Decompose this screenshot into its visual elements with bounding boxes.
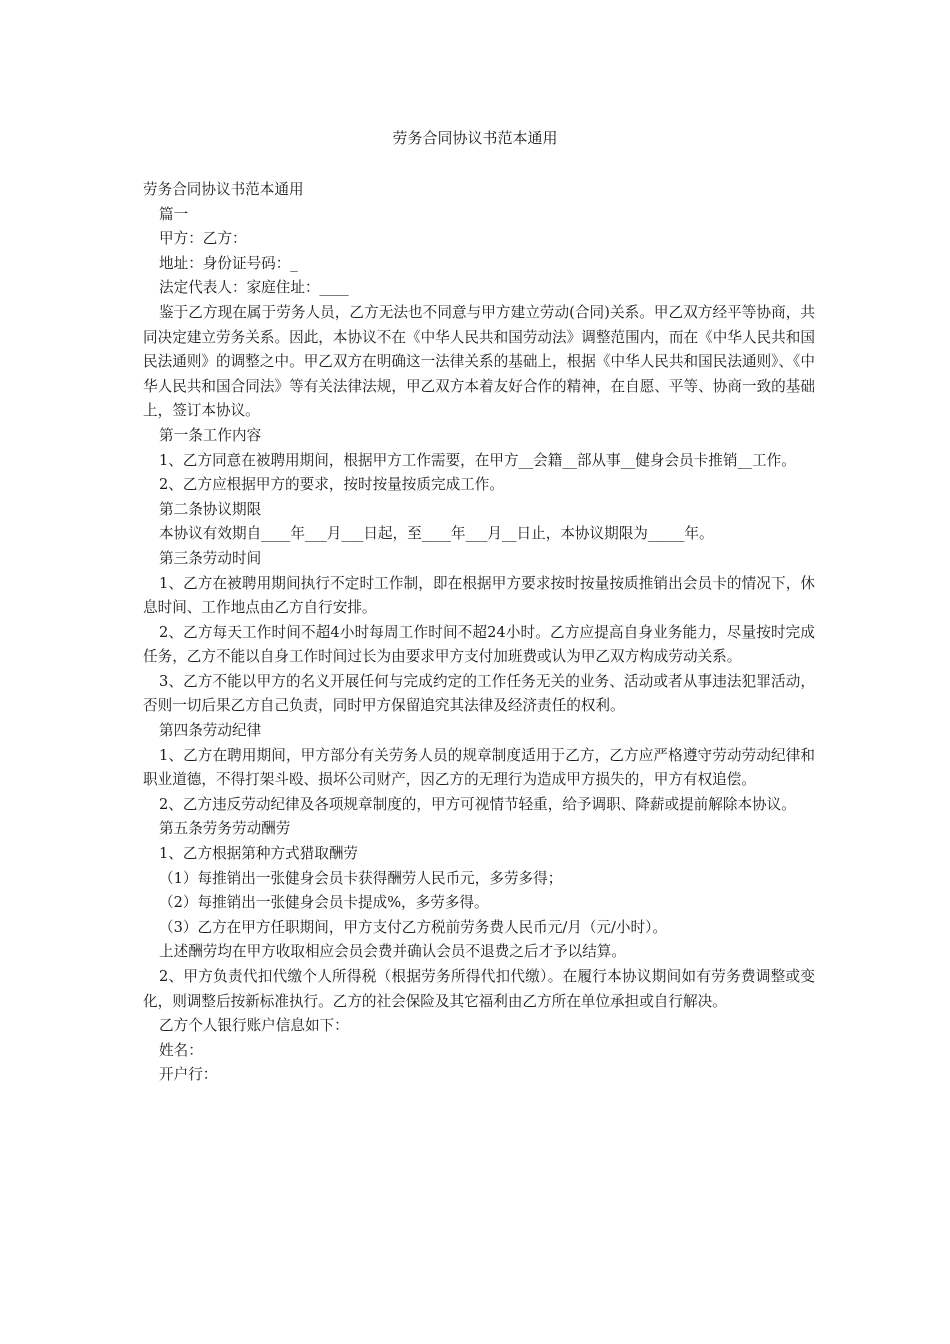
paragraph: 2、甲方负责代扣代缴个人所得税（根据劳务所得代扣代缴）。在履行本协议期间如有劳务费调整或变化，则调整后按新标准执行。乙方的社会保险及其它福利由乙方所在单位承担或自行解决。 xyxy=(143,968,815,1010)
paragraph: 法定代表人：家庭住址：____ xyxy=(159,279,349,297)
paragraph: 姓名： xyxy=(159,1041,203,1059)
paragraph: 第四条劳动纪律 xyxy=(159,722,262,740)
paragraph: 1、乙方在聘用期间，甲方部分有关劳务人员的规章制度适用于乙方，乙方应严格遵守劳动劳动纪律和职业道德，不得打架斗殴、损坏公司财产，因乙方的无理行为造成甲方损失的，甲方有权追偿。 xyxy=(143,746,815,789)
paragraph: 甲方：乙方： xyxy=(159,230,247,248)
paragraph: 第一条工作内容 xyxy=(159,426,262,444)
paragraph: 上述酬劳均在甲方收取相应会员会费并确认会员不退费之后才予以结算。 xyxy=(159,943,627,961)
page-title: 劳务合同协议书范本通用 xyxy=(392,129,558,147)
paragraph: 2、乙方违反劳动纪律及各项规章制度的，甲方可视情节轻重，给予调职、降薪或提前解除本协议。 xyxy=(159,795,796,813)
paragraph: 1、乙方同意在被聘用期间，根据甲方工作需要，在甲方__会籍__部从事__健身会员卡推销__工作。 xyxy=(159,451,796,469)
paragraph: 1、乙方在被聘用期间执行不定时工作制，即在根据甲方要求按时按量按质推销出会员卡的情况下，休息时间、工作地点由乙方自行安排。 xyxy=(143,574,815,617)
paragraph: 第二条协议期限 xyxy=(159,500,262,518)
paragraph: 1、乙方根据第种方式猎取酬劳 xyxy=(159,845,359,863)
paragraph: 第五条劳务劳动酬劳 xyxy=(159,820,291,838)
paragraph: 2、乙方每天工作时间不超4小时每周工作时间不超24小时。乙方应提高自身业务能力，尽量按时完成任务，乙方不能以自身工作时间过长为由要求甲方支付加班费或认为甲乙双方构成劳动关系。 xyxy=(143,623,815,666)
paragraph: 2、乙方应根据甲方的要求，按时按量按质完成工作。 xyxy=(159,476,504,494)
paragraph: （3）乙方在甲方任职期间，甲方支付乙方税前劳务费人民币元/月（元/小时）。 xyxy=(159,918,668,936)
paragraph: 乙方个人银行账户信息如下： xyxy=(159,1017,349,1035)
paragraph: （1）每推销出一张健身会员卡获得酬劳人民币元，多劳多得； xyxy=(159,869,563,887)
paragraph: 第三条劳动时间 xyxy=(159,549,262,567)
paragraph: 地址：身份证号码：_ xyxy=(159,254,298,272)
paragraph: 篇一 xyxy=(159,205,189,223)
paragraph: 开户行： xyxy=(159,1066,218,1084)
paragraph: 3、乙方不能以甲方的名义开展任何与完成约定的工作任务无关的业务、活动或者从事违法犯罪活动，否则一切后果乙方自己负责，同时甲方保留追究其法律及经济责任的权利。 xyxy=(143,672,815,715)
paragraph: 鉴于乙方现在属于劳务人员，乙方无法也不同意与甲方建立劳动(合同)关系。甲乙双方经平等协商，共同决定建立劳务关系。因此，本协议不在《中华人民共和国劳动法》调整范围内，而在《中华人民共和国民法通则》的调整之中。甲乙双方在明确这一法律关系的基础上，根据《中华人民共和国民法通则》、《中华人民共和国合同法》等有关法律法规，甲乙双方本着友好合作的精神，在自愿、平等、协商一致的基础上，签订本协议。 xyxy=(143,303,815,420)
document-heading: 劳务合同协议书范本通用 xyxy=(143,181,304,198)
paragraph: （2）每推销出一张健身会员卡提成%，多劳多得。 xyxy=(159,894,489,912)
document-body xyxy=(143,178,815,1088)
paragraph: 本协议有效期自____年___月___日起，至____年___月__日止，本协议期限为_____年。 xyxy=(159,525,714,543)
